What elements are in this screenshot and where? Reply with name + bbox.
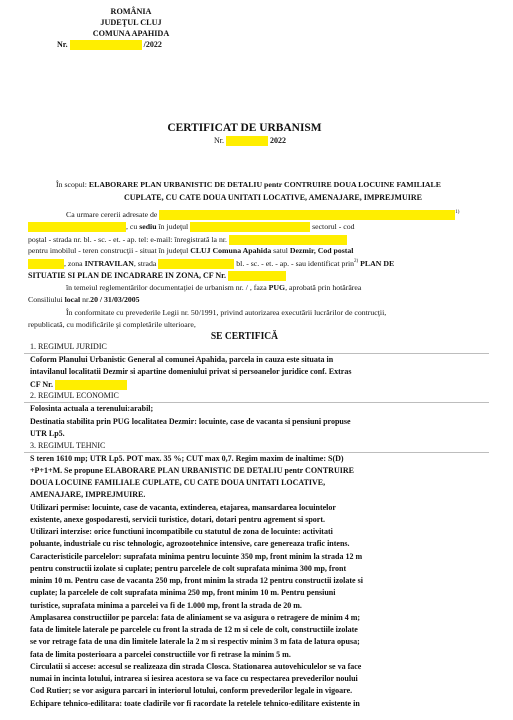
section-3-line-15: fata de limitele laterale pe parcelele cu front la strada de 12 m si cele de colt, constructiile izolate	[30, 625, 358, 634]
header-number: Nr. /2022	[57, 39, 162, 49]
header-country: ROMÂNIA	[110, 7, 152, 16]
section-2-line-2: Destinatia stabilita prin PUG localitatea Dezmir: locuinte, case de vacanta si pensiuni propuse	[30, 417, 351, 426]
section-3-line-18: Circulatii si accese: accesul se realizeaza din strada Closca. Stationarea autovehiculelor se va face	[30, 662, 362, 671]
section-3-line-5: Utilizari permise: locuinte, case de vacanta, extinderea, etajarea, mansardarea locuintelor	[30, 503, 336, 512]
redaction-mark	[229, 235, 347, 245]
section-3-line-2: +P+1+M. Se propune ELABORARE PLAN URBANISTIC DE DETALIU pentr CONTRUIRE	[30, 466, 354, 475]
section-3-line-20: Cod Rutier; se vor asigura parcari in interiorul lotului, conform prevederilor legale in vigoare.	[30, 686, 353, 695]
section-3-line-1: S teren 1610 mp; UTR Lp5. POT max. 35 %; CUT max 0,7. Regim maxim de inaltime: S(D)	[30, 454, 344, 463]
redaction-mark	[226, 136, 268, 146]
section-3-line-19: numai in incinta lotului, intrarea si iesirea acestora se va face cu respectarea prevederilor noului	[30, 674, 358, 683]
section-3-line-4: AMENAJARE, IMPREJMUIRE.	[30, 490, 146, 499]
section-3-line-8: poluante, industriale cu risc tehnologic, agrozootehnice intensive, care genereaza trafic intens.	[30, 539, 350, 548]
section-3-line-16: se vor retrage fata de una din limitele laterale la 2 m si respectiv minim 3 m fata de latura opusa;	[30, 637, 360, 646]
redaction-mark	[228, 271, 286, 281]
section-3-line-7: Utilizari interzise: orice functiuni incompatibile cu statutul de zona de locuinte: activitati	[30, 527, 333, 536]
section-3-line-21: Echipare tehnico-edilitara: toate cladirile vor fi racordate la retelele tehnico-edilitare existente in	[30, 699, 360, 708]
intro-line-1: Ca urmare cererii adresate de $^{1)}$	[66, 209, 460, 219]
document-title: CERTIFICAT DE URBANISM	[167, 120, 322, 134]
intro-line-3: poştal - strada nr. bl. - sc. - et. - ap. tel: e-mail: înregistrată la nr.	[28, 235, 347, 245]
scope-line-1: În scopul: ELABORARE PLAN URBANISTIC DE DETALIU pentr CONTRUIRE DOUA LOCUINE FAMILIALE	[56, 180, 441, 189]
header-commune: COMUNA APAHIDA	[92, 29, 170, 38]
section-3-heading: 3. REGIMUL TEHNIC	[30, 441, 106, 450]
section-3-line-13: turistice, suprafata minima a parcelei va fi de 1.000 mp, front la strada de 20 m.	[30, 601, 302, 610]
section-3-line-9: Caracteristicile parcelelor: suprafata minima pentru locuinte 350 mp, front minim la strada 12 m	[30, 552, 363, 561]
section-divider	[24, 402, 489, 403]
intro-line-8: Consiliului local nr.20 / 31/03/2005	[28, 295, 140, 304]
redaction-mark	[28, 222, 126, 232]
redaction-mark	[55, 380, 127, 390]
intro-line-7: în temeiul reglementărilor documentaţiei de urbanism nr. / , faza PUG, aprobată prin hotărârea	[66, 283, 362, 292]
certifies-heading: SE CERTIFICĂ	[210, 331, 279, 342]
redaction-mark	[190, 222, 310, 232]
section-2-line-1: Folosinta actuala a terenului:arabil;	[30, 404, 154, 413]
section-3-line-12: cuplate; la parcelele de colt suprafata minima 250 mp, front minim 10 m. Pentru pensiuni	[30, 588, 336, 597]
certificate-number: Nr. 2022	[214, 135, 286, 145]
redaction-mark	[70, 40, 142, 50]
intro-line-10: republicată, cu modificările şi completările ulterioare,	[28, 320, 196, 329]
redaction-mark	[159, 210, 455, 220]
intro-line-2: , cu sediu în judeţul sectorul - cod	[28, 222, 355, 232]
section-2-line-3: UTR Lp5.	[30, 429, 65, 438]
section-3-line-14: Amplasarea constructiilor pe parcela: fata de aliniament se va asigura o retragere de minim 4 m;	[30, 613, 361, 622]
intro-line-4: pentru imobilul - teren construcţii - situat în judeţul CLUJ Comuna Apahida satul Dezmir, Cod postal	[28, 246, 354, 255]
redaction-mark	[28, 259, 64, 269]
section-3-line-17: fata de limita posterioara a parcelei constructiile vor fi retrase la minim 5 m.	[30, 650, 291, 659]
section-3-line-3: DOUA LOCUINE FAMILIALE CUPLATE, CU CATE DOUA UNITATI LOCATIVE,	[30, 478, 326, 487]
header-county: JUDEŢUL CLUJ	[100, 18, 162, 27]
intro-line-5: , zona INTRAVILAN, strada bl. - sc. - et. - ap. - sau identificat prin$^{2)}$ PLAN DE	[28, 259, 394, 269]
intro-line-9: În conformitate cu prevederile Legii nr. 50/1991, privind autorizarea executării lucrărilor de contrucţii,	[66, 308, 387, 317]
intro-line-6: SITUATIE SI PLAN DE INCADRARE IN ZONA, CF Nr.	[28, 271, 286, 281]
section-1-line-2: intavilanul localitatii Dezmir si apartine domeniului privat si persoanelor juridice conf. Extras	[30, 367, 352, 376]
section-2-heading: 2. REGIMUL ECONOMIC	[30, 391, 119, 400]
section-divider	[24, 452, 489, 453]
section-3-line-6: existente, anexe gospodaresti, servicii turistice, dotari, dotari pentru agrement si sport.	[30, 515, 325, 524]
scope-line-2: CUPLATE, CU CATE DOUA UNITATI LOCATIVE, AMENAJARE, IMPREJMUIRE	[124, 193, 422, 202]
section-divider	[24, 353, 489, 354]
section-1-heading: 1. REGIMUL JURIDIC	[30, 342, 107, 351]
section-1-line-3: CF Nr.	[30, 380, 127, 390]
section-1-line-1: Coform Planului Urbanistic General al comunei Apahida, parcela in cauza este situata in	[30, 355, 334, 364]
section-3-line-10: pentru constructii izolate si cuplate; pentru parcelele de colt suprafata minima 300 mp, front	[30, 564, 347, 573]
section-3-line-11: minim 10 m. Pentru case de vacanta 250 mp, front minim la strada 12 pentru constructii izolate si	[30, 576, 363, 585]
redaction-mark	[158, 259, 234, 269]
